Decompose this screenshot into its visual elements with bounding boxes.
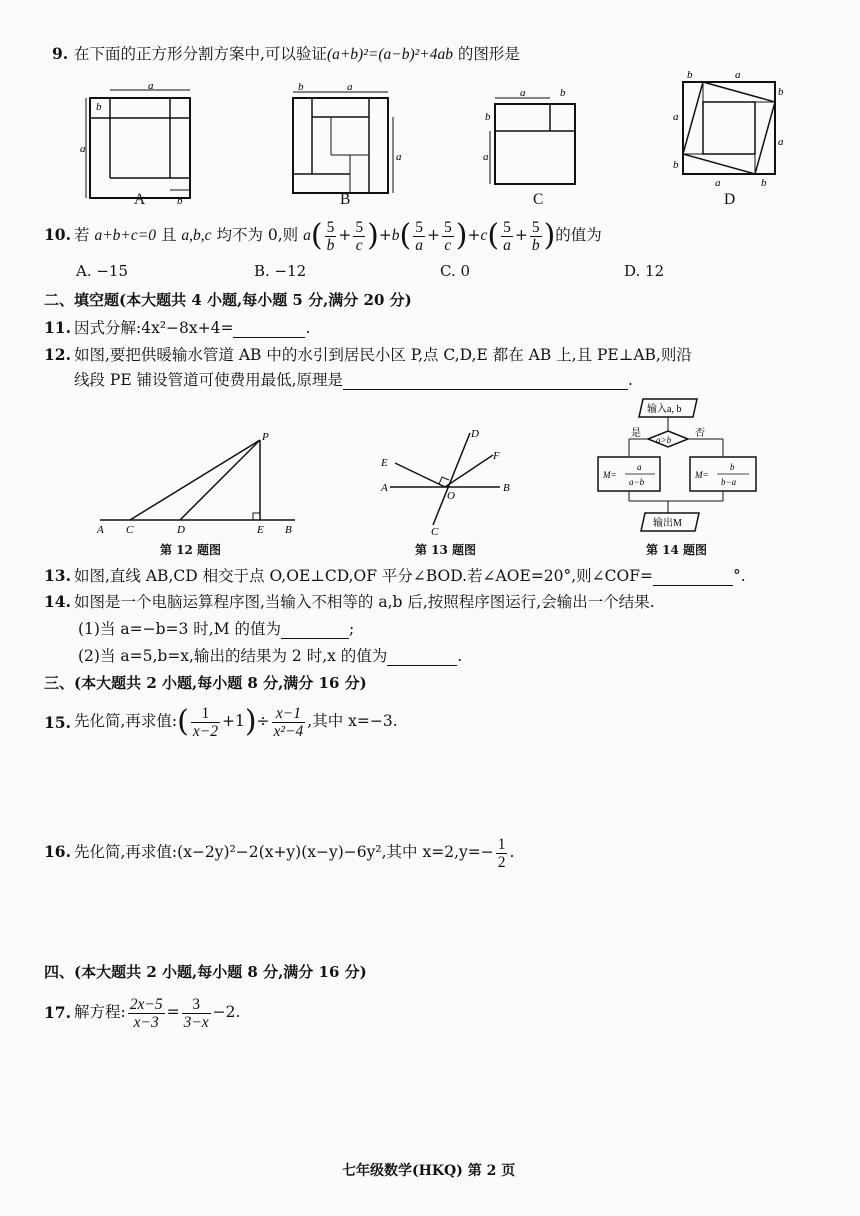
q13-answer-blank[interactable]: [653, 569, 733, 586]
q9-figure-b: [285, 80, 425, 200]
svg-text:输入a, b: 输入a, b: [647, 404, 682, 415]
fig13-diagram: [375, 425, 525, 538]
q13-text: 如图,直线 AB,CD 相交于点 O,OE⊥CD,OF 平分∠BOD.若∠AOE=20°,则∠COF= °.: [74, 567, 746, 585]
q9-number: 9.: [52, 44, 69, 63]
q10-option-c[interactable]: C. 0: [440, 262, 471, 280]
svg-text:a−b: a−b: [629, 477, 645, 487]
svg-text:D: D: [177, 524, 185, 536]
svg-text:F: F: [493, 450, 500, 462]
svg-text:a: a: [520, 87, 526, 99]
q11-text: 因式分解:4x²−8x+4= .: [74, 319, 311, 337]
q11-number: 11.: [44, 318, 71, 337]
q9-stem: 在下面的正方形分割方案中,可以验证: [74, 45, 327, 63]
svg-text:B: B: [285, 524, 292, 536]
q9-figure-a-label: A: [134, 191, 146, 208]
q13-number: 13.: [44, 566, 71, 585]
svg-text:a: a: [396, 151, 402, 163]
section-3-heading: 三、(本大题共 2 小题,每小题 8 分,满分 16 分): [44, 674, 367, 692]
svg-text:b: b: [560, 87, 566, 99]
section-4-heading: 四、(本大题共 2 小题,每小题 8 分,满分 16 分): [44, 963, 367, 981]
svg-text:a>b: a>b: [656, 435, 672, 445]
svg-text:a: a: [735, 69, 741, 81]
svg-text:a: a: [673, 111, 679, 123]
svg-text:a: a: [778, 136, 784, 148]
q9-figure-c: [480, 84, 590, 194]
svg-text:E: E: [381, 457, 388, 469]
svg-text:E: E: [257, 524, 264, 536]
fig14-caption: 第 14 题图: [646, 543, 708, 557]
q9-figure-c-label: C: [533, 191, 544, 208]
q9-figure-b-label: B: [340, 191, 351, 208]
svg-text:b: b: [298, 81, 304, 93]
svg-text:B: B: [503, 482, 510, 494]
svg-text:是: 是: [631, 428, 641, 439]
fig-a-label-a1: a: [148, 80, 154, 92]
q10-text: 若 a+b+c=0 且 a,b,c 均不为 0,则 a( $\frac{5}{b}$ + $\frac{5}{c}$ )+b( $\frac{5}{a}$ + $\frac{5}{c}$ )+c( $\frac{5}{a}$ + $\frac{5}{b}$ )的值为: [74, 218, 602, 254]
q11-answer-blank[interactable]: [233, 321, 305, 338]
q9-formula: (a+b)²=(a−b)²+4ab: [326, 46, 453, 63]
svg-text:b: b: [687, 69, 693, 81]
svg-text:M=: M=: [603, 470, 617, 480]
svg-text:M=: M=: [695, 470, 709, 480]
q14-text: 如图是一个电脑运算程序图,当输入不相等的 a,b 后,按照程序图运行,会输出一个结果.: [74, 593, 655, 611]
svg-text:a: a: [80, 143, 86, 155]
svg-text:D: D: [471, 428, 479, 440]
svg-text:b: b: [177, 195, 183, 207]
q9-figure-d: [665, 70, 795, 195]
q12-number: 12.: [44, 345, 71, 364]
q16-text: 先化简,再求值:(x−2y)²−2(x+y)(x−y)−6y²,其中 x=2,y=− $\frac{1}{2}$ .: [74, 835, 515, 871]
q10-option-a[interactable]: A. −15: [76, 262, 129, 280]
svg-text:O: O: [447, 490, 455, 502]
q17-number: 17.: [44, 1003, 71, 1022]
svg-text:否: 否: [695, 428, 705, 439]
q15-text: 先化简,再求值:( $\frac{1}{x-2}$ +1)÷ $\frac{x-1}{\text{x²−4}}$ ,其中 x=−3.: [74, 704, 398, 740]
q9-figure-d-label: D: [724, 191, 736, 208]
svg-text:b−a: b−a: [721, 477, 737, 487]
fig12-diagram: [95, 430, 305, 540]
svg-text:A: A: [381, 482, 388, 494]
q12-answer-blank[interactable]: [343, 373, 628, 390]
q10-option-b[interactable]: B. −12: [254, 262, 307, 280]
svg-text:b: b: [673, 159, 679, 171]
q16-number: 16.: [44, 842, 71, 861]
svg-text:C: C: [126, 524, 134, 536]
q12-line1: 如图,要把供暖输水管道 AB 中的水引到居民小区 P,点 C,D,E 都在 AB 上,且 PE⊥AB,则沿: [74, 346, 692, 364]
fig14-flowchart: [595, 395, 775, 545]
svg-text:P: P: [262, 431, 269, 443]
svg-text:C: C: [431, 526, 439, 538]
q10-option-d[interactable]: D. 12: [624, 262, 665, 280]
svg-text:A: A: [97, 524, 104, 536]
q12-line2: 线段 PE 铺设管道可使费用最低,原理是 .: [74, 371, 633, 389]
svg-text:b: b: [778, 86, 784, 98]
q14-sub2-blank[interactable]: [387, 649, 457, 666]
svg-text:a: a: [637, 462, 642, 472]
fig13-caption: 第 13 题图: [415, 543, 477, 557]
q10-number: 10.: [44, 225, 71, 244]
svg-text:a: a: [715, 177, 721, 189]
fig12-caption: 第 12 题图: [160, 543, 222, 557]
svg-text:输出M: 输出M: [653, 518, 682, 529]
q17-text: 解方程: $\frac{2x-5}{x-3}$ = $\frac{3}{3-x}$ −2.: [74, 995, 241, 1031]
q14-sub1: (1)当 a=−b=3 时,M 的值为 ;: [78, 620, 355, 638]
q9-text: [74, 44, 520, 65]
q15-number: 15.: [44, 713, 71, 732]
q14-sub2: (2)当 a=5,b=x,输出的结果为 2 时,x 的值为 .: [78, 647, 463, 665]
svg-text:b: b: [761, 177, 767, 189]
svg-text:b: b: [96, 101, 102, 113]
section-2-heading: 二、填空题(本大题共 4 小题,每小题 5 分,满分 20 分): [44, 291, 412, 309]
q9-stem-end: 的图形是: [457, 45, 520, 63]
page-footer: 七年级数学(HKQ) 第 2 页: [342, 1163, 516, 1179]
q9-figure-a: [80, 80, 220, 205]
svg-text:a: a: [483, 151, 489, 163]
svg-text:b: b: [730, 462, 735, 472]
q14-sub1-blank[interactable]: [281, 622, 349, 639]
q14-number: 14.: [44, 592, 71, 611]
svg-text:a: a: [347, 81, 353, 93]
svg-text:b: b: [485, 111, 491, 123]
